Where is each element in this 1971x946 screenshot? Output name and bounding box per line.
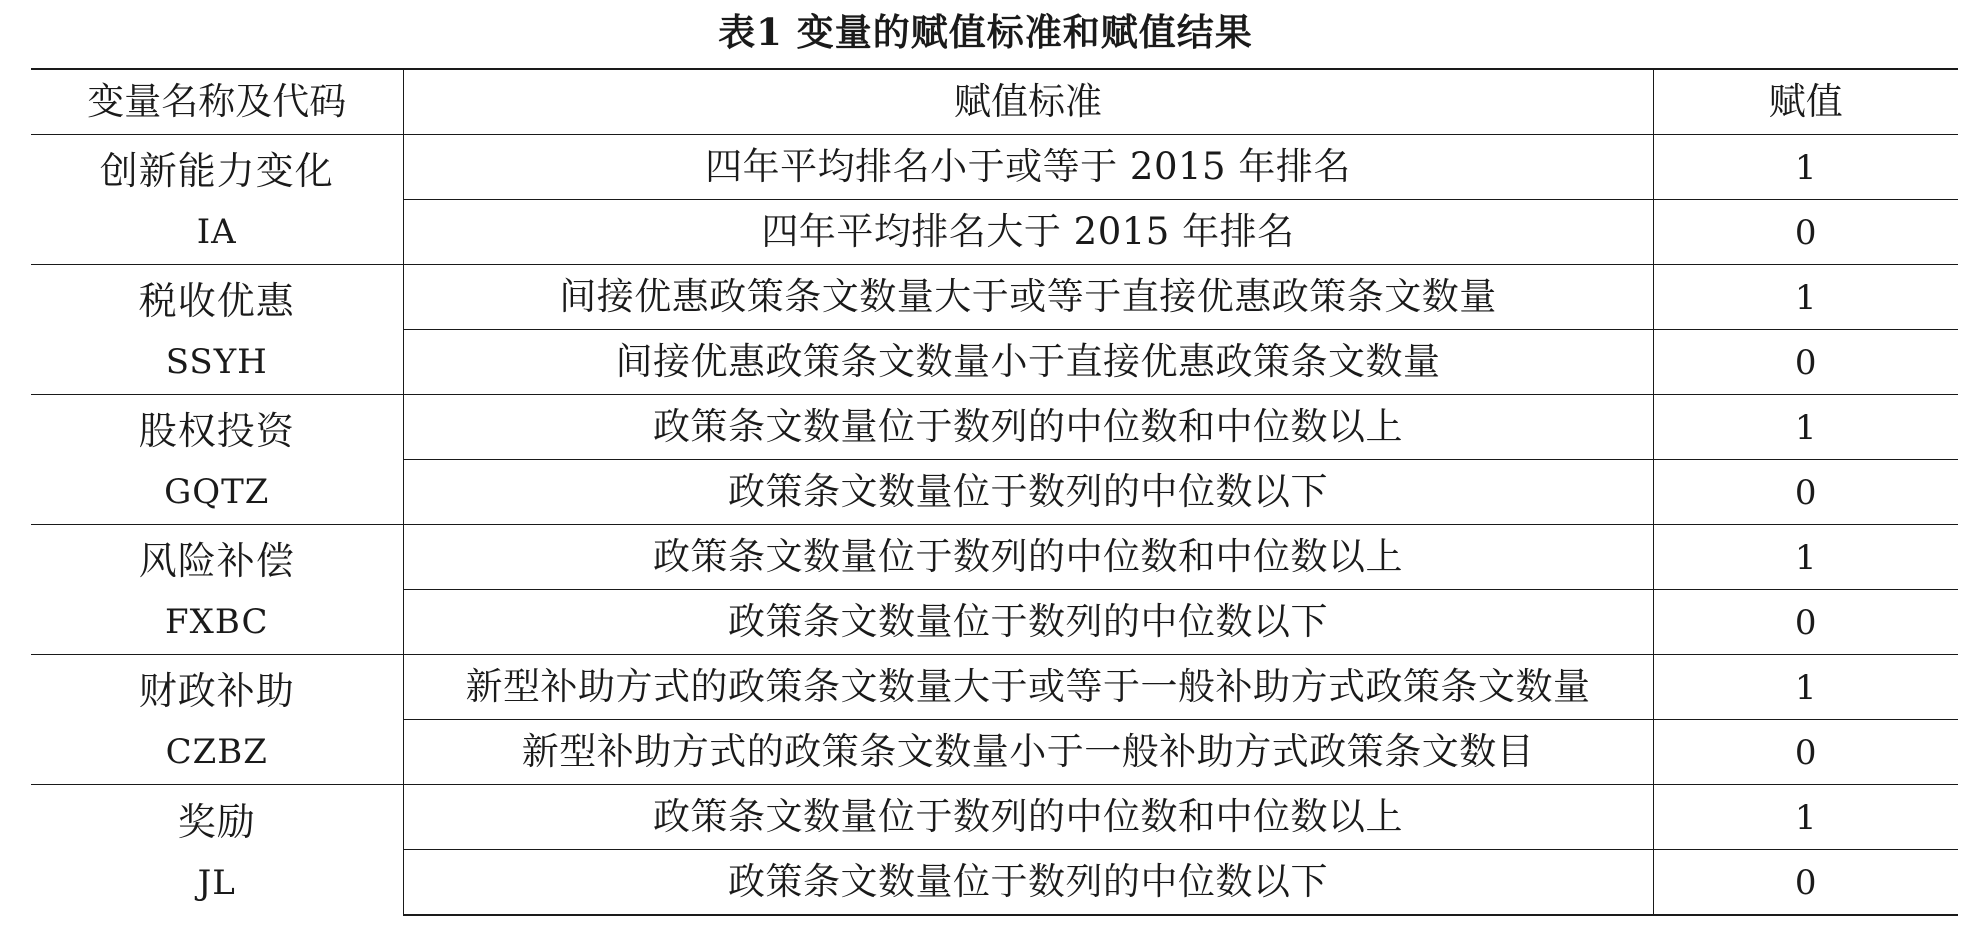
variable-code: JL [197,862,236,903]
value-cell [1653,655,1958,720]
value-cell [1653,590,1958,655]
value-text: 1 [1794,667,1817,708]
value-text: 1 [1794,407,1817,448]
variable-cell [31,135,403,265]
value-cell [1653,395,1958,460]
criterion-cell [403,200,1653,265]
variable-cell [31,395,403,525]
table-row [31,655,1958,720]
value-cell [1653,525,1958,590]
criterion-text: 政策条文数量位于数列的中位数以下 [728,860,1328,903]
criterion-cell [403,525,1653,590]
value-text: 1 [1794,277,1817,318]
value-cell [1653,265,1958,330]
variable-cell [31,785,403,916]
criterion-cell [403,850,1653,916]
variable-code: CZBZ [165,732,268,772]
criterion-text: 政策条文数量位于数列的中位数和中位数以上 [653,405,1403,448]
criterion-text: 新型补助方式的政策条文数量大于或等于一般补助方式政策条文数量 [465,665,1591,708]
assignment-table [31,68,1958,916]
value-cell [1653,330,1958,395]
variable-name: 股权投资 [138,409,295,453]
header-criterion: 赋值标准 [403,69,1653,135]
variable-name: 奖励 [177,799,256,844]
table-row [31,265,1958,330]
criterion-cell [403,590,1653,655]
criterion-cell [403,330,1653,395]
criterion-text: 间接优惠政策条文数量大于或等于直接优惠政策条文数量 [559,275,1497,318]
criterion-cell [403,265,1653,330]
criterion-text: 四年平均排名小于或等于 2015 年排名 [705,145,1351,188]
table-row [31,395,1958,460]
criterion-cell [403,395,1653,460]
value-cell [1653,460,1958,525]
variable-code: FXBC [165,602,269,642]
criterion-cell [403,460,1653,525]
variable-name: 风险补偿 [138,539,295,583]
table-row [31,525,1958,590]
criterion-cell [403,720,1653,785]
table-row [31,785,1958,850]
criterion-text: 政策条文数量位于数列的中位数以下 [728,470,1328,513]
value-text: 1 [1794,537,1817,578]
criterion-text: 间接优惠政策条文数量小于直接优惠政策条文数量 [615,340,1441,383]
criterion-cell [403,785,1653,850]
value-cell [1653,785,1958,850]
value-text: 1 [1794,797,1817,838]
criterion-text: 新型补助方式的政策条文数量小于一般补助方式政策条文数目 [521,730,1535,773]
variable-cell [31,265,403,395]
header-variable: 变量名称及代码 [31,69,403,135]
table-title: 表1 变量的赋值标准和赋值结果 [718,10,1253,54]
variable-name: 财政补助 [138,669,295,713]
value-cell [1653,135,1958,200]
value-text: 1 [1794,147,1817,188]
criterion-text: 四年平均排名大于 2015 年排名 [761,210,1295,253]
criterion-text: 政策条文数量位于数列的中位数和中位数以上 [653,795,1403,838]
variable-name: 创新能力变化 [99,149,334,193]
variable-code: GQTZ [164,472,270,512]
variable-code: IA [196,212,237,252]
criterion-text: 政策条文数量位于数列的中位数以下 [728,600,1328,643]
criterion-cell [403,135,1653,200]
value-text: 0 [1794,342,1817,383]
value-text: 0 [1794,602,1817,643]
value-cell [1653,720,1958,785]
value-text: 0 [1794,732,1817,773]
value-text: 0 [1794,862,1817,903]
variable-cell [31,525,403,655]
variable-name: 税收优惠 [138,279,295,323]
header-value: 赋值 [1653,69,1958,135]
criterion-text: 政策条文数量位于数列的中位数和中位数以上 [653,535,1403,578]
value-cell [1653,200,1958,265]
variable-code: SSYH [165,342,268,382]
header-row [31,69,1958,135]
criterion-cell [403,655,1653,720]
variable-cell [31,655,403,785]
table-row [31,135,1958,200]
value-cell [1653,850,1958,916]
value-text: 0 [1794,212,1817,253]
value-text: 0 [1794,472,1817,513]
